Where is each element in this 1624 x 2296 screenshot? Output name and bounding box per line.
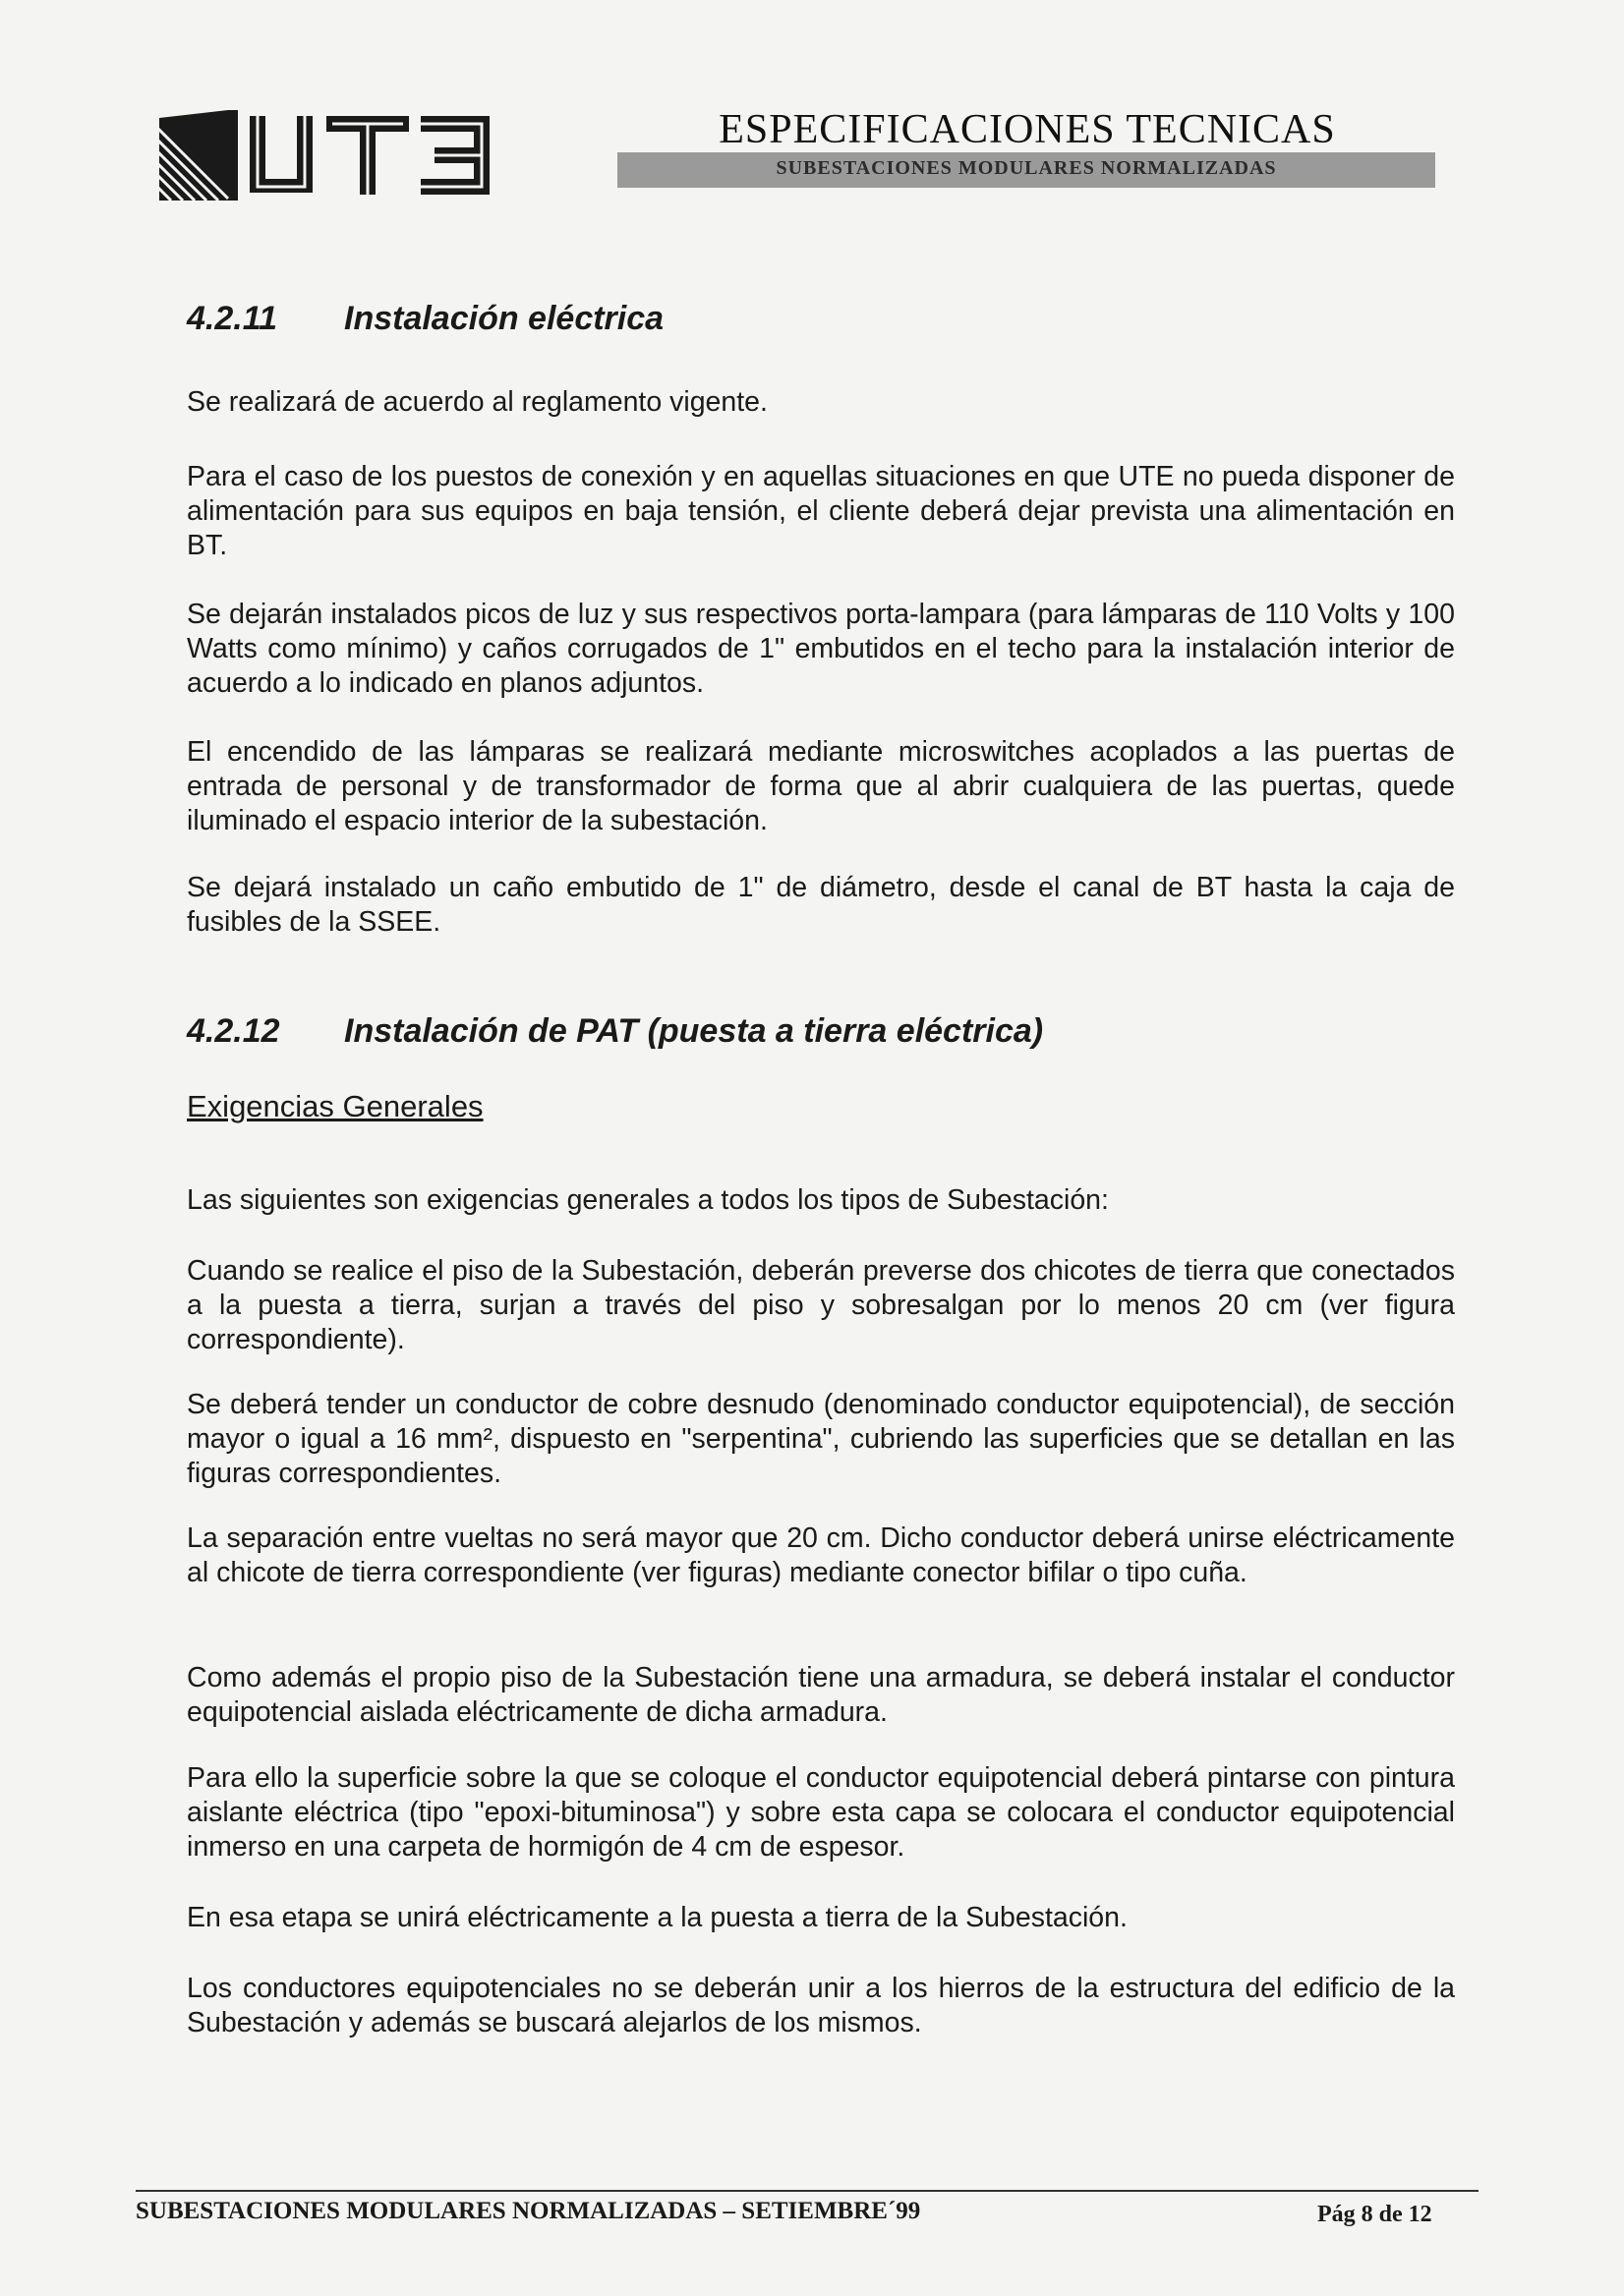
- paragraph: Se deberá tender un conductor de cobre desnudo (denominado conductor equipotencial), de sección mayor o igual a 16 mm², dispuesto en "serpentina", cubriendo las superficies que se detallan en las figuras correspondientes.: [187, 1389, 1455, 1489]
- header-title: ESPECIFICACIONES TECNICAS: [719, 107, 1336, 152]
- paragraph: Se realizará de acuerdo al reglamento vigente.: [187, 386, 768, 418]
- paragraph: Cuando se realice el piso de la Subestación, deberán preverse dos chicotes de tierra que conectados a la puesta a tierra, surjan a través del piso y sobresalgan por lo menos 20 cm (ver figura correspondiente).: [187, 1255, 1455, 1355]
- paragraph: La separación entre vueltas no será mayor que 20 cm. Dicho conductor deberá unirse eléctricamente al chicote de tierra correspondiente (ver figuras) mediante conector bifilar o tipo cuña.: [187, 1522, 1455, 1588]
- section-title: Instalación de PAT (puesta a tierra eléctrica): [344, 1012, 1044, 1050]
- footer-document-name: SUBESTACIONES MODULARES NORMALIZADAS – SETIEMBRE´99: [136, 2198, 921, 2224]
- ute-logo: [159, 110, 495, 201]
- subheading: Exigencias Generales: [187, 1089, 484, 1123]
- paragraph: El encendido de las lámparas se realizará mediante microswitches acoplados a las puertas de entrada de personal y de transformador de forma que al abrir cualquiera de las puertas, quede iluminado el espacio interior de la subestación.: [187, 736, 1455, 836]
- footer-rule: [136, 2190, 1479, 2192]
- paragraph: Se dejarán instalados picos de luz y sus respectivos porta-lampara (para lámparas de 110 Volts y 100 Watts como mínimo) y caños corrugados de 1" embutidos en el techo para la instalación interior de acuerdo a lo indicado en planos adjuntos.: [187, 599, 1455, 699]
- paragraph: Las siguientes son exigencias generales a todos los tipos de Subestación:: [187, 1184, 1109, 1216]
- paragraph: En esa etapa se unirá eléctricamente a la puesta a tierra de la Subestación.: [187, 1902, 1128, 1933]
- section-number: 4.2.12: [187, 1012, 280, 1050]
- paragraph: Los conductores equipotenciales no se deberán unir a los hierros de la estructura del edificio de la Subestación y además se buscará alejarlos de los mismos.: [187, 1973, 1455, 2038]
- header-subtitle: SUBESTACIONES MODULARES NORMALIZADAS: [776, 157, 1277, 179]
- paragraph: Como además el propio piso de la Subestación tiene una armadura, se deberá instalar el conductor equipotencial aislada eléctricamente de dicha armadura.: [187, 1662, 1455, 1728]
- paragraph: Se dejará instalado un caño embutido de 1" de diámetro, desde el canal de BT hasta la caja de fusibles de la SSEE.: [187, 872, 1455, 938]
- section-number: 4.2.11: [187, 300, 278, 337]
- paragraph: Para el caso de los puestos de conexión y en aquellas situaciones en que UTE no pueda disponer de alimentación para sus equipos en baja tensión, el cliente deberá dejar prevista una alimentación en BT.: [187, 461, 1455, 561]
- page-number: Pág 8 de 12: [1317, 2202, 1432, 2227]
- paragraph: Para ello la superficie sobre la que se coloque el conductor equipotencial deberá pintarse con pintura aislante eléctrica (tipo "epoxi-bituminosa") y sobre esta capa se colocara el conductor equipotencial inmerso en una carpeta de hormigón de 4 cm de espesor.: [187, 1762, 1455, 1863]
- section-title: Instalación eléctrica: [344, 300, 665, 337]
